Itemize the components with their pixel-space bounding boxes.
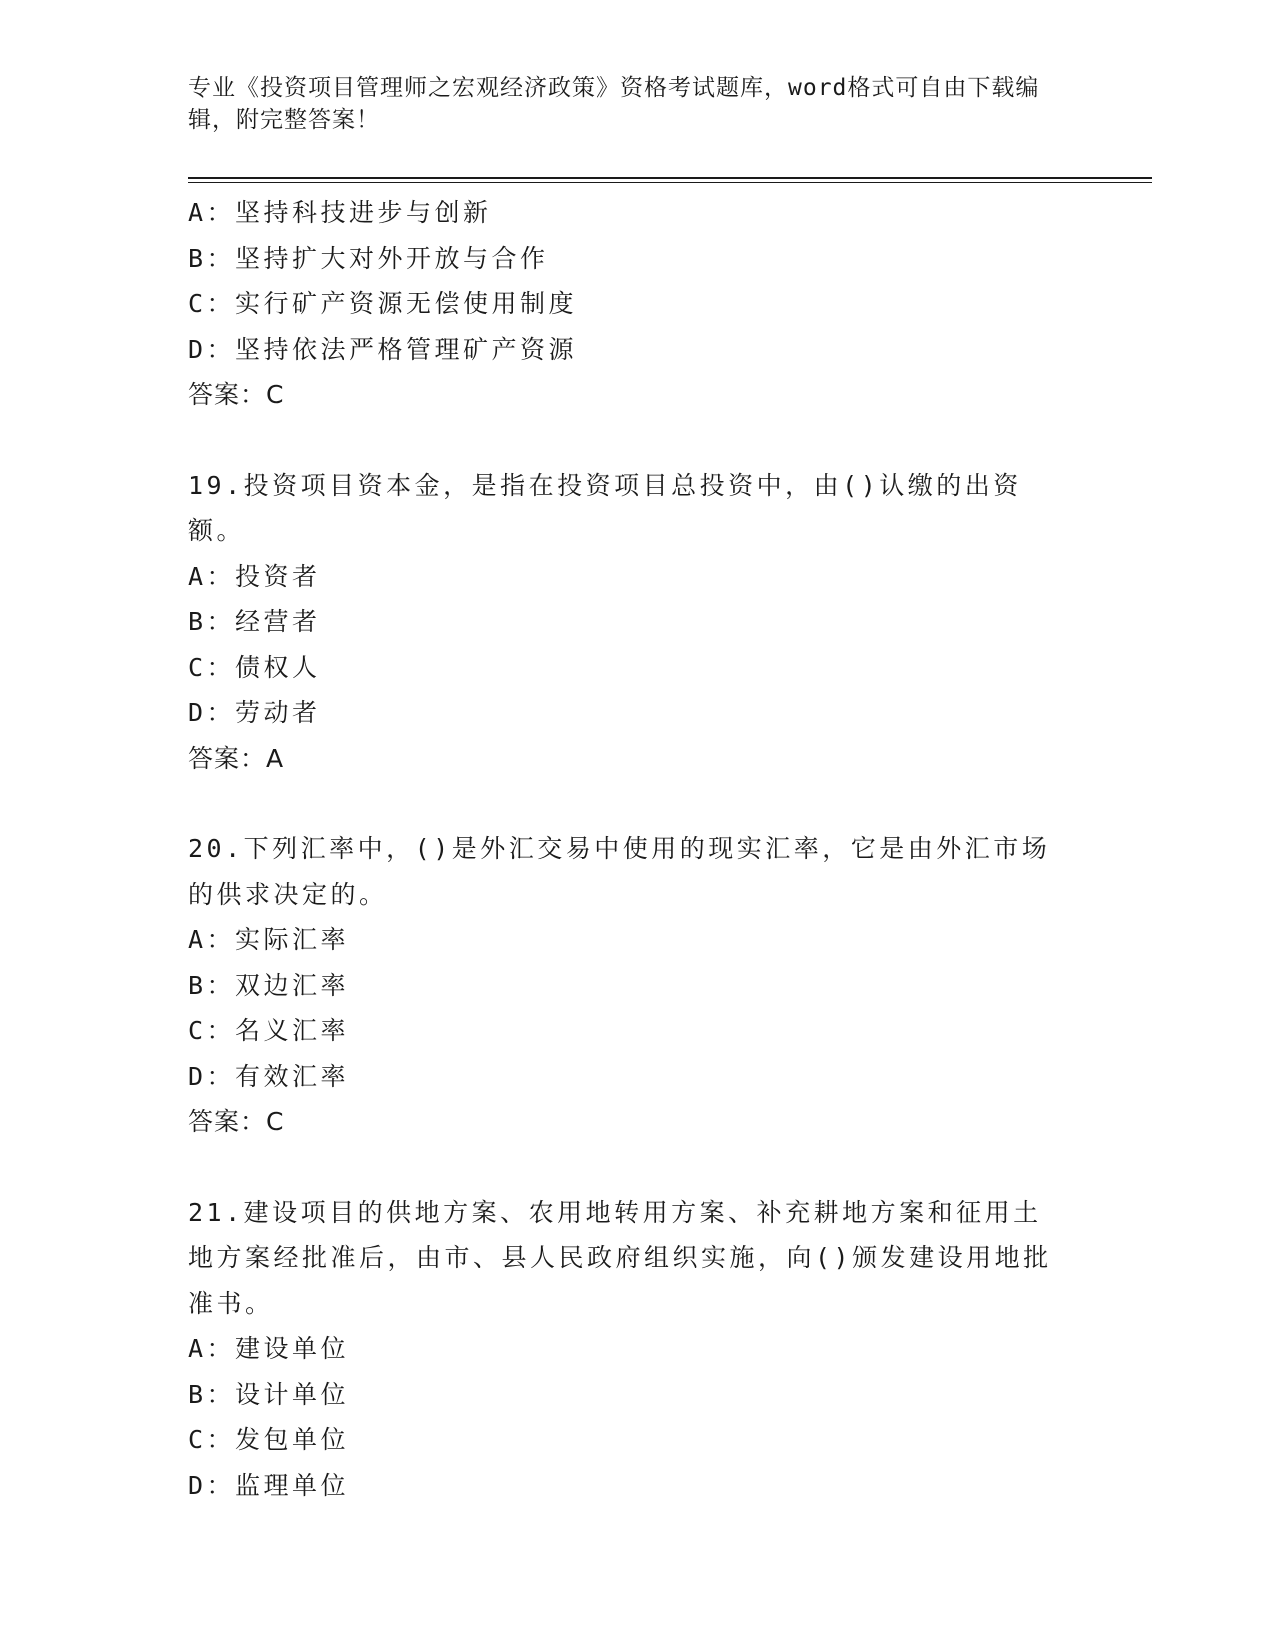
header-divider-thick	[188, 177, 1152, 179]
spacer	[188, 1145, 1088, 1190]
question-stem: 21.建设项目的供地方案、农用地转用方案、补充耕地方案和征用土地方案经批准后，由市、县人民政府组织实施，向()颁发建设用地批准书。	[188, 1197, 1052, 1318]
answer: 答案：C	[188, 380, 285, 409]
option-a: A：投资者	[188, 561, 321, 591]
spacer	[188, 418, 1088, 463]
question-stem: 20.下列汇率中，()是外汇交易中使用的现实汇率，它是由外汇市场的供求决定的。	[188, 834, 1051, 909]
question-list	[188, 190, 1088, 1508]
option-b: B：设计单位	[188, 1379, 350, 1409]
option-c: C：名义汇率	[188, 1016, 350, 1045]
question-21	[188, 1190, 1088, 1509]
option-c: C：发包单位	[188, 1425, 350, 1454]
question-19	[188, 463, 1088, 782]
option-b: B：双边汇率	[188, 970, 350, 1000]
option-a: A：坚持科技进步与创新	[188, 198, 492, 227]
option-a: A：实际汇率	[188, 925, 350, 954]
option-d: D：监理单位	[188, 1470, 350, 1500]
option-b: B：经营者	[188, 607, 321, 636]
option-a: A：建设单位	[188, 1334, 350, 1363]
option-d: D：有效汇率	[188, 1061, 350, 1091]
option-d: D：劳动者	[188, 698, 321, 727]
answer: 答案：A	[188, 743, 285, 773]
option-c: C：债权人	[188, 652, 321, 682]
question-20	[188, 826, 1088, 1145]
header-divider-thin	[188, 182, 1152, 183]
document-header: 专业《投资项目管理师之宏观经济政策》资格考试题库，word格式可自由下载编辑，附完整答案！	[188, 75, 1040, 133]
option-c: C：实行矿产资源无偿使用制度	[188, 289, 578, 318]
spacer	[188, 781, 1088, 826]
option-d: D：坚持依法严格管理矿产资源	[188, 334, 578, 364]
option-b: B：坚持扩大对外开放与合作	[188, 243, 549, 273]
answer: 答案：C	[188, 1107, 285, 1136]
question-18	[188, 190, 1088, 418]
question-stem: 19.投资项目资本金，是指在投资项目总投资中，由()认缴的出资额。	[188, 470, 1022, 545]
